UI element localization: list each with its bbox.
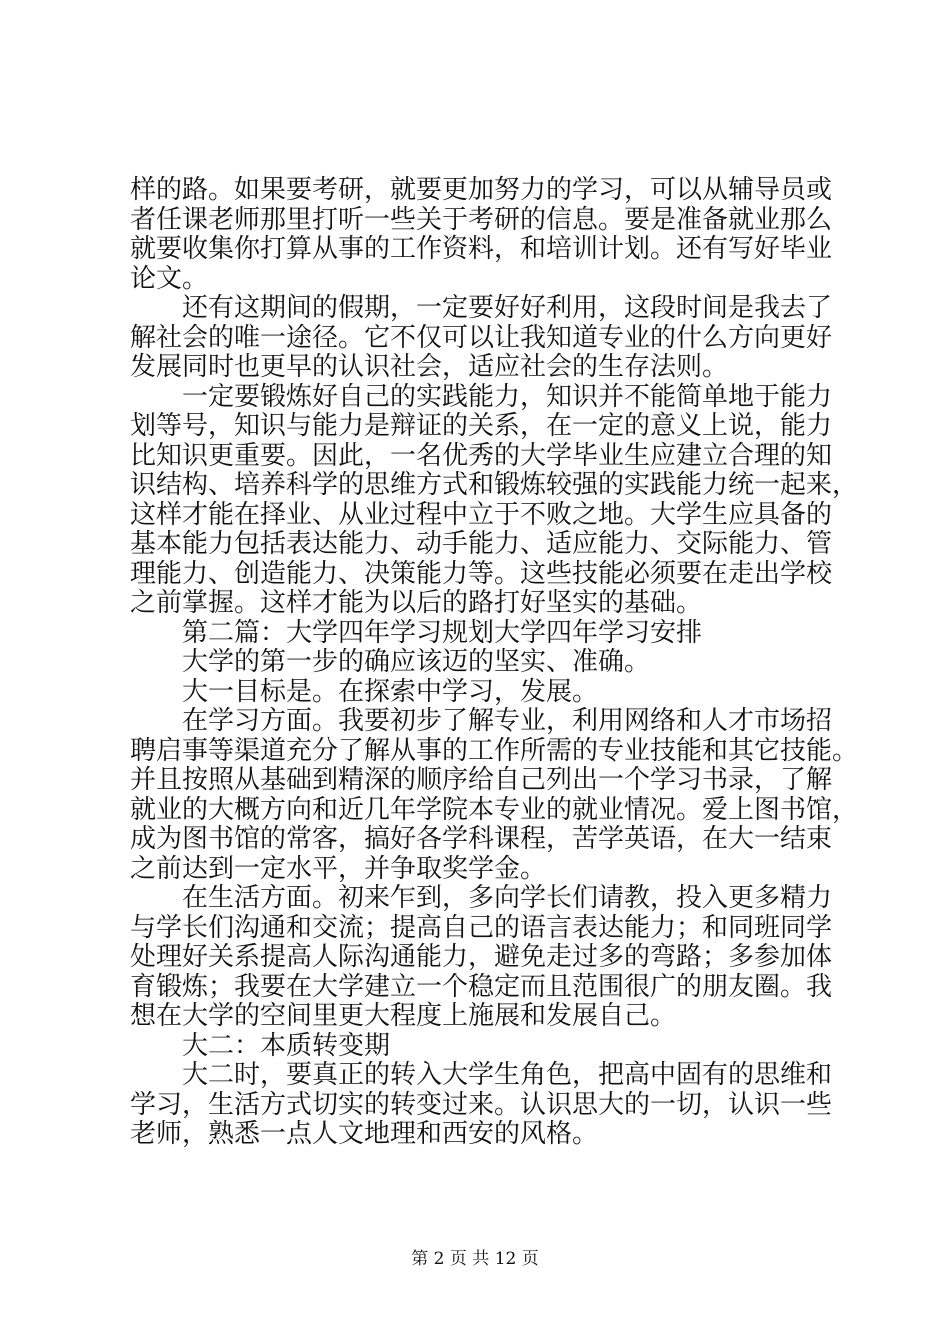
text-line: 第二篇：大学四年学习规划大学四年学习安排 xyxy=(182,617,703,648)
text-line: 想在大学的空间里更大程度上施展和发展自己。 xyxy=(130,1001,677,1031)
text-line: 在生活方面。初来乍到，多向学长们请教，投入更多精力 xyxy=(182,883,833,913)
text-line: 这样才能在择业、从业过程中立于不败之地。大学生应具备的 xyxy=(130,499,833,530)
text-line: 解社会的唯一途径。它不仅可以让我知道专业的什么方向更好 xyxy=(130,322,833,353)
text-line: 在学习方面。我要初步了解专业，利用网络和人才市场招 xyxy=(182,706,833,736)
text-line: 理能力、创造能力、决策能力等。这些技能必须要在走出学校 xyxy=(130,558,833,589)
text-line: 发展同时也更早的认识社会，适应社会的生存法则。 xyxy=(130,352,729,382)
document-body xyxy=(130,175,859,1150)
text-line: 与学长们沟通和交流；提高自己的语言表达能力；和同班同学 xyxy=(130,912,833,943)
text-line: 大一目标是。在探索中学习，发展。 xyxy=(182,676,599,707)
text-line: 一定要锻炼好自己的实践能力，知识并不能简单地于能力 xyxy=(182,381,833,412)
text-line: 成为图书馆的常客，搞好各学科课程，苦学英语，在大一结束 xyxy=(130,824,833,854)
text-line: 育锻炼；我要在大学建立一个稳定而且范围很广的朋友圈。我 xyxy=(130,971,833,1002)
text-line: 老师，熟悉一点人文地理和西安的风格。 xyxy=(130,1119,599,1149)
text-line: 论文。 xyxy=(130,263,209,294)
text-line: 比知识更重要。因此，一名优秀的大学毕业生应建立合理的知 xyxy=(130,440,833,471)
text-line: 基本能力包括表达能力、动手能力、适应能力、交际能力、管 xyxy=(130,529,833,559)
text-line: 就要收集你打算从事的工作资料，和培训计划。还有写好毕业 xyxy=(130,234,833,264)
text-line: 之前达到一定水平，并争取奖学金。 xyxy=(130,853,547,884)
text-line: 样的路。如果要考研，就要更加努力的学习，可以从辅导员或 xyxy=(130,175,833,205)
page-footer: 第 2 页 共 12 页 xyxy=(411,1249,539,1269)
text-line: 学习，生活方式切实的转变过来。认识思大的一切，认识一些 xyxy=(130,1089,833,1120)
text-line: 就业的大概方向和近几年学院本专业的就业情况。爱上图书馆， xyxy=(130,794,859,825)
text-line: 识结构、培养科学的思维方式和锻炼较强的实践能力统一起来， xyxy=(130,470,859,500)
text-line: 者任课老师那里打听一些关于考研的信息。要是准备就业那么 xyxy=(130,204,833,235)
text-line: 处理好关系提高人际沟通能力，避免走过多的弯路；多参加体 xyxy=(130,942,833,972)
text-line: 之前掌握。这样才能为以后的路打好坚实的基础。 xyxy=(130,588,703,618)
text-line: 聘启事等渠道充分了解从事的工作所需的专业技能和其它技能。 xyxy=(130,735,859,766)
text-line: 划等号，知识与能力是辩证的关系，在一定的意义上说，能力 xyxy=(130,411,833,441)
text-line: 并且按照从基础到精深的顺序给自己列出一个学习书录，了解 xyxy=(130,765,833,795)
text-line: 还有这期间的假期，一定要好好利用，这段时间是我去了 xyxy=(182,293,833,323)
text-line: 大二：本质转变期 xyxy=(182,1030,391,1061)
text-line: 大二时，要真正的转入大学生角色，把高中固有的思维和 xyxy=(182,1060,833,1090)
text-line: 大学的第一步的确应该迈的坚实、准确。 xyxy=(182,647,651,677)
